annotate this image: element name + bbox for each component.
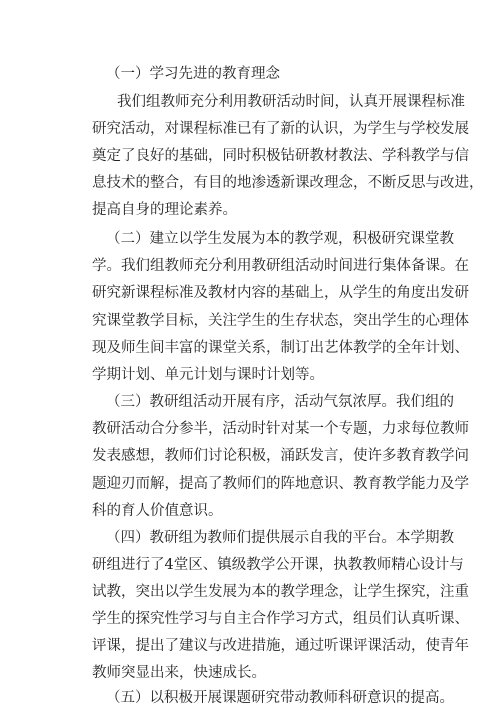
paragraph-1-line-2: 研究活动，对课程标准已有了新的认识，为学生与学校发展 bbox=[92, 121, 469, 137]
paragraph-1-line-1: 我们组教师充分利用教研活动时间，认真开展课程标准 bbox=[117, 94, 465, 110]
paragraph-3-line-2: 教研活动合分参半，活动时针对某一个专题，力求每位教师 bbox=[92, 421, 469, 437]
paragraph-4-line-4: 学生的探究性学习与自主合作学习方式，组员们认真听课、 bbox=[92, 611, 469, 627]
paragraph-2-line-6: 学期计划、单元计划与课时计划等。 bbox=[92, 367, 324, 383]
paragraph-4-line-2: 研组进行了4堂区、镇级教学公开课，执教教师精心设计与 bbox=[92, 557, 464, 573]
paragraph-4-line-5: 评课，提出了建议与改进措施，通过听课评课活动，使青年 bbox=[92, 638, 469, 654]
paragraph-2-line-5: 现及师生间丰富的课堂关系，制订出艺体教学的全年计划、 bbox=[92, 340, 469, 356]
paragraph-1-line-4: 息技术的整合，有目的地渗透新课改理念，不断反思与改进， bbox=[92, 175, 484, 191]
paragraph-4-line-6: 教师突显出来，快速成长。 bbox=[92, 665, 266, 681]
paragraph-3-line-4: 题迎刃而解，提高了教师们的阵地意识、教育教学能力及学 bbox=[92, 476, 469, 492]
paragraph-1-line-3: 奠定了良好的基础，同时积极钻研教材教法、学科教学与信 bbox=[92, 148, 469, 164]
paragraph-4-line-3: 试教，突出以学生发展为本的教学理念，让学生探究，注重 bbox=[92, 584, 469, 600]
paragraph-4-line-1: （四）教研组为教师们提供展示自我的平台。本学期教 bbox=[106, 530, 454, 546]
paragraph-2-line-1: （二）建立以学生发展为本的教学观，积极研究课堂教 bbox=[106, 231, 454, 247]
paragraph-2-line-3: 研究新课程标准及教材内容的基础上，从学生的角度出发研 bbox=[92, 285, 469, 301]
paragraph-2-line-4: 究课堂教学目标，关注学生的生存状态，突出学生的心理体 bbox=[92, 313, 469, 329]
paragraph-3-line-1: （三）教研组活动开展有序，活动气氛浓厚。我们组的 bbox=[106, 394, 454, 410]
paragraph-2-line-2: 学。我们组教师充分利用教研组活动时间进行集体备课。在 bbox=[92, 258, 469, 274]
paragraph-3-line-5: 科的育人价值意识。 bbox=[92, 503, 223, 519]
heading-5: （五）以积极开展课题研究带动教师科研意识的提高。 bbox=[106, 690, 454, 706]
paragraph-3-line-3: 发表感想，教师们讨论积极，涌跃发言，使许多教育教学问 bbox=[92, 448, 469, 464]
heading-1: （一）学习先进的教育理念 bbox=[106, 66, 280, 82]
paragraph-1-line-5: 提高自身的理论素养。 bbox=[92, 202, 237, 218]
